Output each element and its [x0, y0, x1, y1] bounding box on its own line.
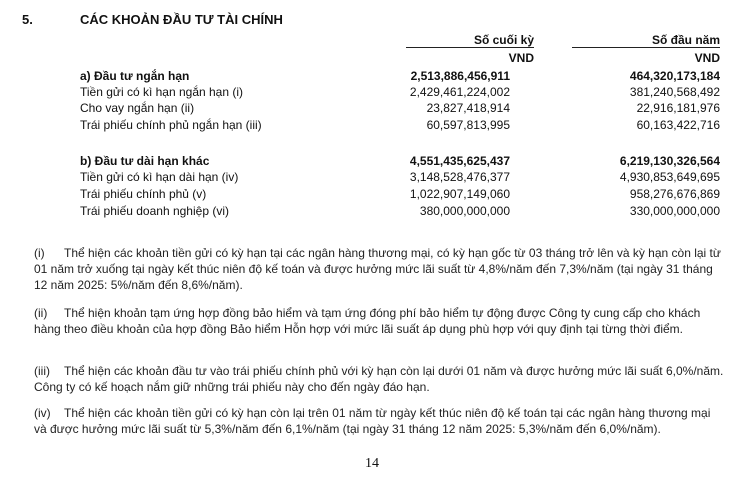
- table-row: [80, 154, 720, 170]
- row-label: Trái phiếu chính phủ (v): [80, 187, 207, 201]
- note-marker: (ii): [34, 306, 48, 320]
- row-label: Tiền gửi có kì hạn ngắn hạn (i): [80, 85, 244, 99]
- row-value-start: 6,219,130,326,564: [619, 154, 720, 168]
- table-row: [80, 101, 720, 117]
- table-row: [80, 85, 720, 101]
- note-ii: [34, 305, 724, 337]
- row-value-end: 2,513,886,456,911: [410, 69, 510, 83]
- row-value-start: 22,916,181,976: [636, 101, 720, 115]
- row-value-start: 381,240,568,492: [629, 85, 720, 99]
- row-label: Trái phiếu doanh nghiệp (vi): [80, 204, 229, 218]
- column-header-end: Số cuối kỳ: [473, 33, 534, 47]
- section-number: 5.: [22, 12, 33, 27]
- row-value-end: 4,551,435,625,437: [409, 154, 510, 168]
- note-marker: (i): [34, 246, 45, 260]
- column-header-start: Số đầu năm: [651, 33, 720, 47]
- note-marker: (iii): [34, 364, 50, 378]
- row-value-end: 1,022,907,149,060: [409, 187, 510, 201]
- column-rule-end: [406, 47, 534, 48]
- note-text: Thể hiện khoản tạm ứng hợp đồng bảo hiểm và tạm ứng đóng phí bảo hiểm tự động được Công ty cung cấp cho khách hàng theo điều khoản của hợp đồng Bảo hiểm Hỗn hợp với mức lãi suất áp dụng phù hợp với quy định tại từng thời điểm.: [34, 306, 701, 336]
- note-i: [34, 245, 724, 293]
- table-row: [80, 187, 720, 203]
- row-value-start: 4,930,853,649,695: [619, 170, 720, 184]
- table-row: [80, 69, 720, 85]
- page-number: 14: [365, 456, 379, 471]
- row-label: Cho vay ngắn hạn (ii): [80, 101, 195, 115]
- row-value-end: 3,148,528,476,377: [409, 170, 510, 184]
- row-value-end: 380,000,000,000: [419, 204, 510, 218]
- note-text: Thể hiện các khoản tiền gửi có kỳ hạn còn lại trên 01 năm từ ngày kết thúc niên độ kế toán tại các ngân hàng thương mại và được hưởng mức lãi suất từ 5,3%/năm đến 6,1%/năm (tại ngày 31 tháng 12 năm 2025: 5,3%/năm đến 6,0%/năm).: [34, 406, 711, 436]
- row-label: Trái phiếu chính phủ ngắn hạn (iii): [80, 118, 262, 132]
- note-marker: (iv): [34, 406, 51, 420]
- unit-start: VND: [694, 51, 720, 65]
- note-text: Thể hiện các khoản tiền gửi có kỳ hạn tại các ngân hàng thương mại, có kỳ hạn gốc từ 03 tháng trở lên và kỳ hạn còn lại từ 01 năm trở xuống tại ngày kết thúc niên độ kế toán và được hưởng mức lãi suất từ 4,8%/năm đến 7,3%/năm (tại ngày 31 tháng 12 năm 2025: 5%/năm đến 8,6%/năm).: [34, 246, 721, 292]
- table-row: [80, 118, 720, 134]
- row-value-end: 23,827,418,914: [426, 101, 510, 115]
- row-value-end: 60,597,813,995: [426, 118, 510, 132]
- table-row: [80, 170, 720, 186]
- note-text: Thể hiện các khoản đầu tư vào trái phiếu chính phủ với kỳ hạn còn lại dưới 01 năm và được hưởng mức lãi suất 6,0%/năm. Công ty có kế hoạch nắm giữ những trái phiếu này cho đến ngày đáo hạn.: [34, 364, 724, 394]
- row-value-end: 2,429,461,224,002: [409, 85, 510, 99]
- row-value-start: 464,320,173,184: [629, 69, 720, 83]
- note-iv: [34, 405, 724, 437]
- row-label: b) Đầu tư dài hạn khác: [80, 154, 210, 168]
- unit-end: VND: [508, 51, 534, 65]
- table-row: [80, 204, 720, 220]
- row-value-start: 60,163,422,716: [636, 118, 720, 132]
- row-label: a) Đầu tư ngắn hạn: [80, 69, 190, 83]
- row-value-start: 330,000,000,000: [629, 204, 720, 218]
- note-iii: [34, 363, 724, 395]
- row-label: Tiền gửi có kì hạn dài hạn (iv): [80, 170, 239, 184]
- column-rule-start: [572, 47, 720, 48]
- row-value-start: 958,276,676,869: [629, 187, 720, 201]
- section-title: CÁC KHOẢN ĐẦU TƯ TÀI CHÍNH: [80, 12, 283, 27]
